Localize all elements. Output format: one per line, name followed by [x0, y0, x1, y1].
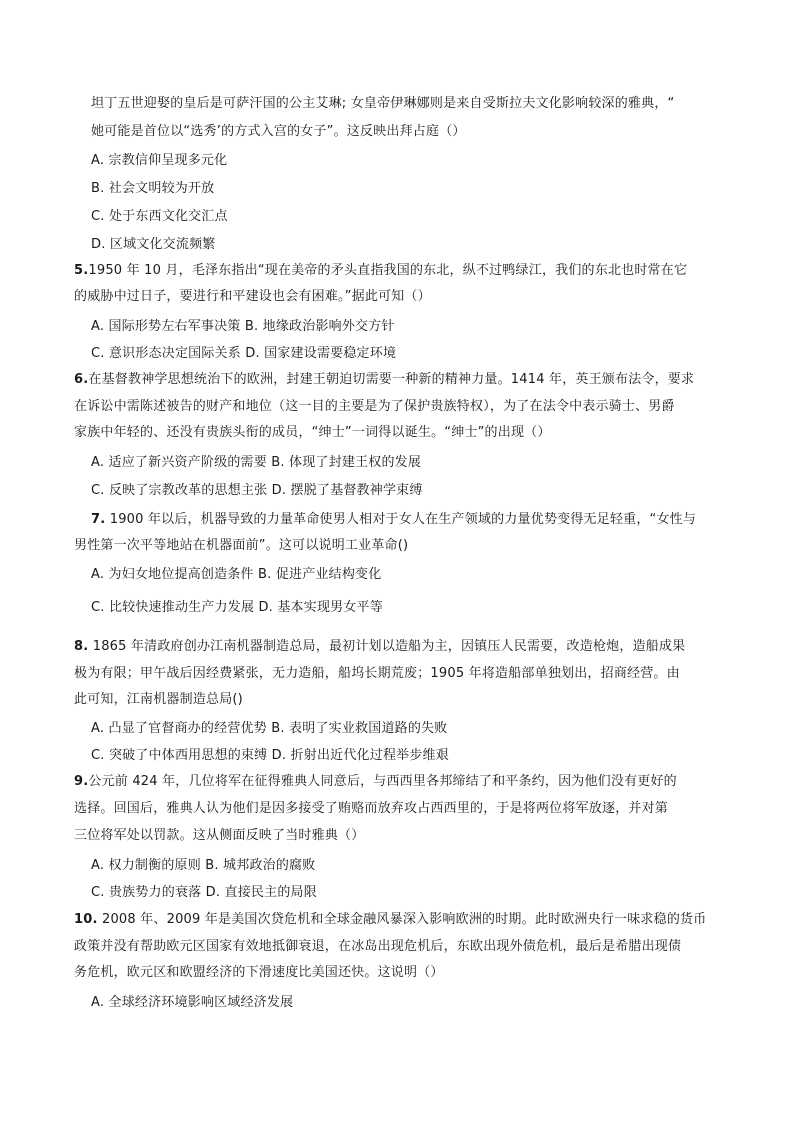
q6-options-ab: A. 适应了新兴资产阶级的需要 B. 体现了封建王权的发展: [91, 455, 422, 470]
q10-stem-line-3: 务危机，欧元区和欧盟经济的下滑速度比美国还快。这说明（）: [74, 965, 444, 980]
q6-options-cd: C. 反映了宗教改革的思想主张 D. 摆脱了基督教神学束缚: [91, 483, 423, 498]
q5-stem-line-2: 的威胁中过日子，要进行和平建设也会有困难。”据此可知（）: [74, 289, 431, 304]
q10-stem-text-1: 2008 年、2009 年是美国次贷危机和全球金融风暴深入影响欧洲的时期。此时欧洲央行一味求稳的货币: [101, 912, 707, 927]
q10-number: 10.: [74, 912, 98, 927]
q10-option-a: A. 全球经济环境影响区域经济发展: [91, 995, 294, 1010]
q7-number: 7.: [91, 512, 106, 527]
q5-stem-text-1: 1950 年 10 月，毛泽东指出“现在美帝的矛头直指我国的东北，纵不过鸭绿江，我们的东北也时常在它: [88, 263, 688, 278]
q9-options-ab: A. 权力制衡的原则 B. 城邦政治的腐败: [91, 858, 316, 873]
q7-stem-line-1: [91, 511, 696, 529]
q6-stem-line-2: 在诉讼中需陈述被告的财产和地位（这一目的主要是为了保护贵族特权），为了在法令中表示骑士、男爵: [74, 399, 675, 414]
q7-options-cd: C. 比较快速推动生产力发展 D. 基本实现男女平等: [91, 600, 383, 615]
q8-stem-line-2: 极为有限；甲午战后因经费紧张，无力造船，船坞长期荒废；1905 年将造船部单独划出，招商经营。由: [74, 666, 680, 681]
q7-options-ab: A. 为妇女地位提高创造条件 B. 促进产业结构变化: [91, 567, 382, 582]
q4-option-a: A. 宗教信仰呈现多元化: [91, 153, 228, 168]
q6-stem-line-3: 家族中年轻的、还没有贵族头衔的成员，“绅士”一词得以诞生。“绅士”的出现（）: [74, 425, 551, 440]
q4-option-c: C. 处于东西文化交汇点: [91, 209, 228, 224]
q5-stem-line-1: [74, 262, 687, 280]
q10-stem-line-1: [74, 911, 706, 929]
q8-options-cd: C. 突破了中体西用思想的束缚 D. 折射出近代化过程举步维艰: [91, 748, 449, 763]
q9-stem-line-3: 三位将军处以罚款。这从侧面反映了当时雅典（）: [74, 828, 365, 843]
q7-stem-line-2: 男性第一次平等地站在机器面前”。这可以说明工业革命(): [74, 538, 409, 553]
q6-stem-text-1: 在基督教神学思想统治下的欧洲，封建王朝迫切需要一种新的精神力量。1414 年，英王颁布法令，要求: [88, 372, 695, 387]
q7-stem-text-1: 1900 年以后，机器导致的力量革命使男人相对于女人在生产领域的力量优势变得无足轻重，“女性与: [109, 512, 697, 527]
q9-stem-line-2: 选择。回国后，雅典人认为他们是因多接受了贿赂而放弃攻占西西里的，于是将两位将军放逐，并对第: [74, 801, 669, 816]
q8-number: 8.: [74, 639, 89, 654]
q9-stem-line-1: [74, 773, 677, 791]
q6-number: 6.: [74, 372, 89, 387]
q9-stem-text-1: 公元前 424 年，几位将军在征得雅典人同意后，与西西里各邦缔结了和平条约，因为他们没有更好的: [88, 774, 677, 789]
q5-options-ab: A. 国际形势左右军事决策 B. 地缘政治影响外交方针: [91, 319, 395, 334]
q5-number: 5.: [74, 263, 89, 278]
q5-options-cd: C. 意识形态决定国际关系 D. 国家建设需要稳定环境: [91, 346, 397, 361]
q4-stem-line-2: 她可能是首位以“选秀’的方式入宫的女子”。这反映出拜占庭（）: [91, 124, 466, 139]
q8-stem-text-1: 1865 年清政府创办江南机器制造总局，最初计划以造船为主，因镇压人民需要，改造枪炮，造船成果: [92, 639, 686, 654]
q4-option-b: B. 社会文明较为开放: [91, 181, 215, 196]
q4-option-d: D. 区域文化交流频繁: [91, 237, 216, 252]
q8-stem-line-1: [74, 638, 685, 656]
q9-options-cd: C. 贵族势力的衰落 D. 直接民主的局限: [91, 885, 317, 900]
q9-number: 9.: [74, 774, 89, 789]
q8-stem-line-3: 此可知，江南机器制造总局(): [74, 692, 243, 707]
q10-stem-line-2: 政策并没有帮助欧元区国家有效地抵御衰退，在冰岛出现危机后，东欧出现外债危机，最后是希腊出现债: [74, 939, 682, 954]
q4-stem-line-1: 坦丁五世迎娶的皇后是可萨汗国的公主艾琳; 女皇帝伊琳娜则是来自受斯拉夫文化影响较深的雅典，“: [91, 96, 675, 111]
q8-options-ab: A. 凸显了官督商办的经营优势 B. 表明了实业救国道路的失败: [91, 721, 448, 736]
q6-stem-line-1: [74, 371, 694, 389]
